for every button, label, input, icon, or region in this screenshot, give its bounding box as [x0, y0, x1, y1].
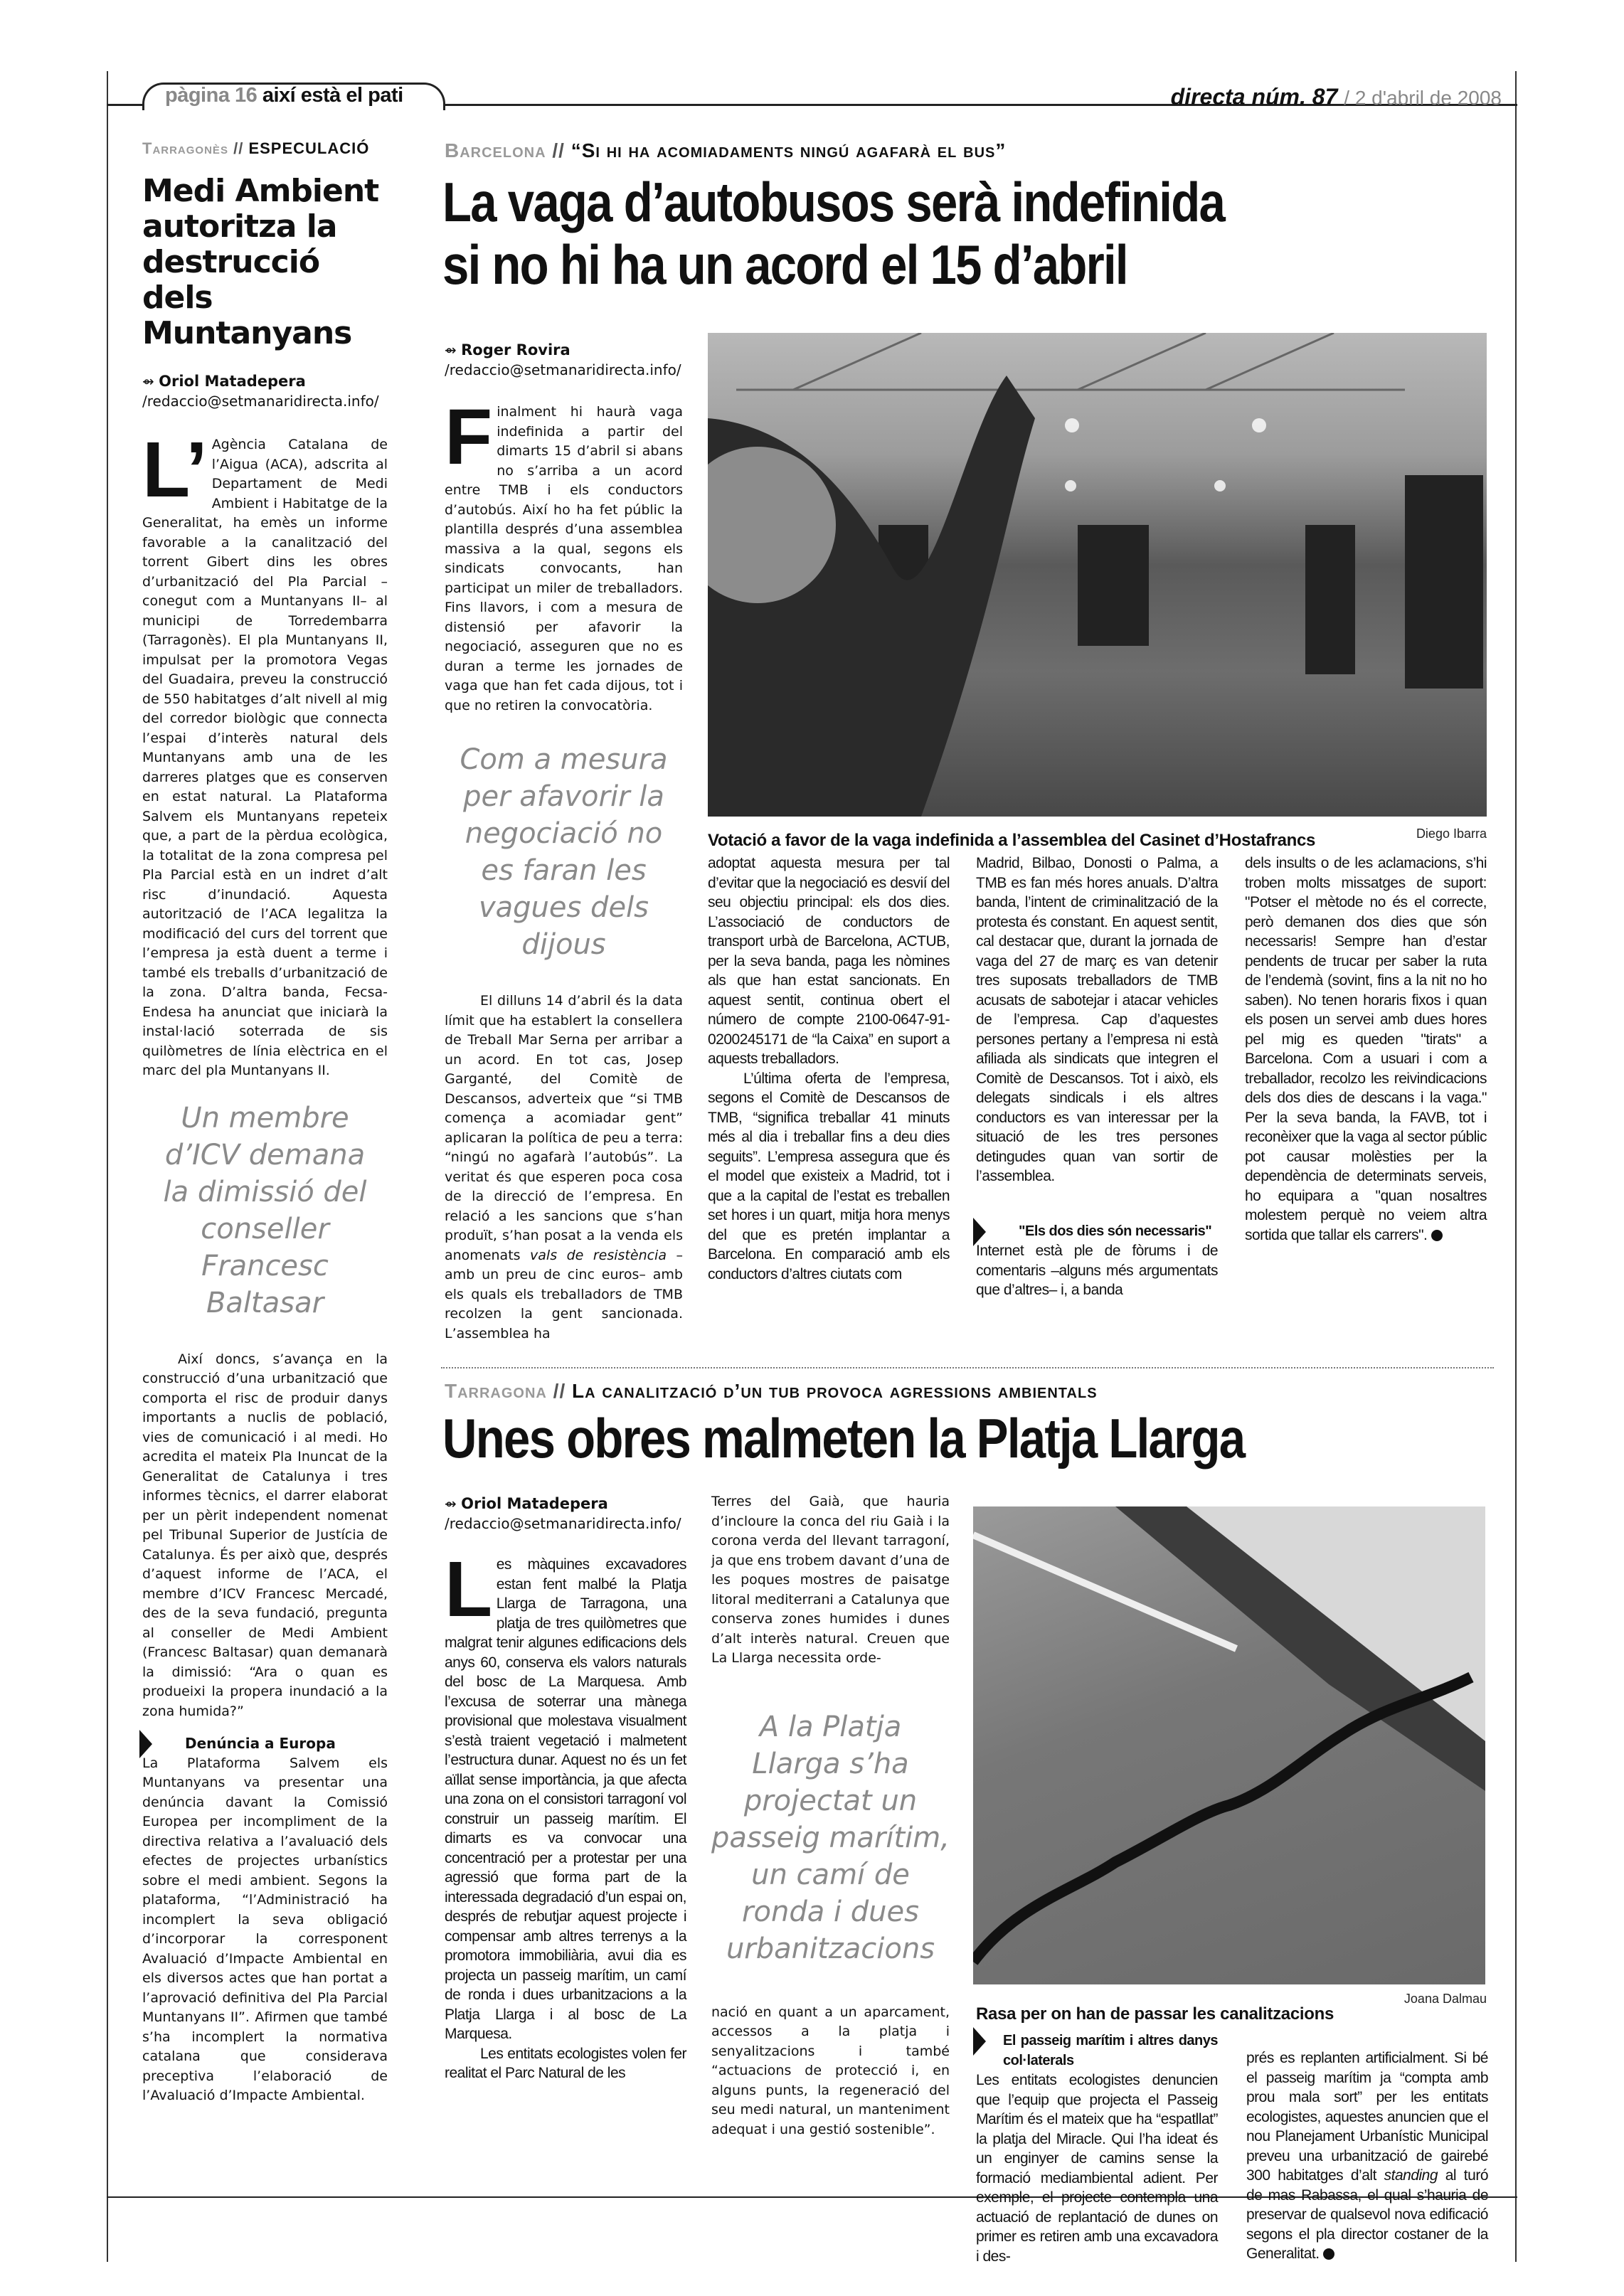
drop-cap: L’ [142, 426, 208, 514]
article-separator [441, 1367, 1494, 1368]
main-email[interactable]: /redaccio@setmanaridirecta.info/ [445, 361, 681, 378]
section-name: així està el pati [262, 84, 403, 107]
bottom-email[interactable]: /redaccio@setmanaridirecta.info/ [445, 1515, 681, 1532]
main-col2: adoptat aquesta mesura per tal d’evitar que la negociació es desvií del seu objectiu principal: els dos dies. L’associació de conductors de transport urbà de Barcelona, ACTUB, per la seva banda, paga les nòmines als que han estat sancionats. En aquest sentit, continua obert el número de compte 2100-0647-91-0200245171 de “la Caixa” en suport a aquests treballadors. L’última oferta de l’empresa, segons el Comitè de Descansos de TMB, “significa treballar 41 minuts més al dia i treballar fins a deu dies seguits”. L’empresa assegura que és el model que existeix a Madrid, tot i que a la capital de l’estat es treballen set hores i un quart, mitja hora menys del que es pretén implantar a Barcelona. En comparació amb els conductors d’altres ciutats com [708, 855, 950, 1282]
bottom-kicker: Tarragona // La canalització d’un tub provoca agressions ambientals [445, 1380, 1098, 1402]
bottom-photo [973, 1506, 1485, 1984]
page-header-left [165, 84, 403, 107]
main-headline: La vaga d’autobusos serà indefinida si no hi ha un acord el 15 d’abril [442, 171, 1225, 296]
side-subhead: Denúncia a Europa [142, 1734, 388, 1754]
bottom-pull-quote: A la Platja Llarga s’ha projectat un passeig marítim, un camí de ronda i dues urbanitzacions [711, 1710, 950, 1965]
side-byline [142, 371, 388, 411]
bottom-col4: prés es replanten artificialment. Si bé el passeig marítim ja “compta amb prou mala sort” per les entitats ecologistes, aquestes anuncien que el nou Planejament Urbanístic Municipal preveu una urbanització de gairebé 300 habitatges d’alt standing al turó de mas Rabassa, el qual s’hauria de preservar de qualsevol nova edificació segons el pla director costaner de la Generalitat. [1246, 2050, 1488, 2262]
arrow-icon [973, 2027, 986, 2056]
pen-icon: ⇴ [445, 341, 457, 358]
side-author: Oriol Matadepera [159, 373, 306, 390]
main-col1: Finalment hi haurà vaga indefinida a partir del dimarts 15 d’abril si abans no s’arriba a un acord entre TMB i els conductors d’autobús. Així ho ha fet públic la plantilla després d’una assemblea massiva a la qual, segons els sindicats convocants, han participat un miler de treballadors. Fins llavors, i com a mesura de distensió per afavorir la negociació, asseguren que no es duran a terme les jornades de vaga que han fet cada dijous, tot i que no retiren la convocatòria. Com a mesura per afavorir la negociació no es faran les vagues dels dijous El dilluns 14 d’abril és la data límit que ha establert la consellera de Treball Mar Serna per arribar a un acord. En tot cas, Josep Garganté, del Comitè de Descansos, adverteix que “si TMB comença a acomiadar gent” aplicaran la política de peu a terra: “ningú no agafarà l’autobús”. La veritat és que esperen poca cosa de la direcció de l’empresa. En relació a les sancions que s’han produït, s’han posat a la venda els anomenats vals de resistència –amb un preu de cinc euros– amb els quals els treballadors de TMB recolzen la gent sancionada. L’assemblea ha [445, 393, 683, 1341]
drop-cap: F [445, 393, 493, 481]
issue-date: / 2 d'abril de 2008 [1344, 87, 1502, 109]
main-col3: Madrid, Bilbao, Donosti o Palma, a TMB es fan més hores anuals. D’altra banda, l’intent de criminalització de la protesta és constant. En aquest sentit, cal destacar que, durant la jornada de vaga del 27 de març es van detenir tres suposats treballadors de TMB acusats de sabotejar i atacar vehicles de l’empresa. Cap d’aquestes persones pertany a l’empresa ni està afiliada als sindicats que integren el Comitè de Descansos. Tot i això, els delegats sindicals i els altres conductors es van interessar per la situació de les tres persones detingudes quan van sortir de l’assemblea. "Els dos dies són necessaris" Internet està ple de fòrums i de comentaris –alguns més argumentats que d’altres– i, a banda [976, 854, 1218, 1300]
crowd-photo-illustration [708, 333, 1487, 817]
page-header-right [1171, 84, 1502, 110]
bottom-col2: Terres del Gaià, que hauria d’incloure la conca del riu Gaià i la corona verda del llevant tarragoní, ja que ens trobem davant d’una de les poques mostres de paisatge litoral mediterrani a Catalunya que conserva zones humides i dunes d’alt interès natural. Creuen que La Llarga necessita orde- A la Platja Llarga s’ha projectat un passeig marítim, un camí de ronda i dues urbanitzacions nació en quant a un aparcament, accessos a la platja i senyalitzacions i també “actuacions de protecció i, en alguns punts, la regeneració del seu medi natural, un manteniment adequat i una gestió sostenible”. [711, 1494, 950, 2137]
bottom-photo-credit: Joana Dalmau [1403, 1992, 1487, 2006]
end-mark-icon [1323, 2248, 1334, 2260]
arrow-icon [973, 1218, 986, 1246]
end-mark-icon [1431, 1230, 1443, 1241]
bottom-col3: El passeig marítim i altres danys col·laterals Les entitats ecologistes denuncien que l’equip que projecta el Passeig Marítim és el mateix que ha “espatllat” la platja del Miracle. Qui l’ha ideat és un enginyer de camins sense la formació mediambiental adient. Per exemple, el projecte contempla una actuació de replantació de dunes on primer es retiren amb una excavadora i des- [976, 2031, 1218, 2266]
bottom-col1: Les màquines excavadores estan fent malbé la Platja Llarga de Tarragona, una platja de tres quilòmetres que malgrat tenir algunes edificacions dels anys 60, conserva els valors naturals del bosc de La Marquesa. Amb l’excusa de soterrar una mànega provisional que molestava visualment s’està traient vegetació i malmetent l’estructura dunar. Aquest no és un fet aïllat sense importància, ja que afecta una zona on el consistori tarragoní vol construir un passeig marítim. El dimarts es va convocar una concentració per a protestar per una agressió que forma part de la interessada degradació d’un espai on, després de rebutjar aquest projecte i compensar amb altres terrenys a la promotora immobiliària, avui dia es projecta un passeig marítim, un camí de ronda i dues urbanitzacions a la Platja Llarga i al bosc de La Marquesa. Les entitats ecologistes volen fer realitat el Parc Natural de les [445, 1546, 686, 2081]
side-kicker: Tarragonès // ESPECULACIÓ [142, 139, 370, 157]
left-margin-rule [107, 71, 108, 2262]
pen-icon: ⇴ [445, 1495, 457, 1512]
arrow-icon [139, 1730, 152, 1758]
main-photo [708, 333, 1487, 817]
right-margin-rule [1515, 71, 1517, 2262]
main-pull-quote: Com a mesura per afavorir la negociació no es faran les vagues dels dijous [460, 743, 668, 961]
main-photo-caption: Votació a favor de la vaga indefinida a l’assemblea del Casinet d’Hostafrancs [708, 831, 1316, 850]
main-col4: dels insults o de les aclamacions, s’hi troben molts missatges de suport: "Potser el mètode no és el correcte, però demanen dos dies que són necessaris! Sempre han d’estar pendents de trucar per saber la ruta de l’endemà (sovint, fins a la nit no ho saben). No tenen horaris fixos i quan els posen un servei amb dues hores pel mig es queden "tirats" a Barcelona. Com a usuari i com a treballador, recolzo les reivindicacions dels dos dies de descans i la vaga." Per la seva banda, la FAVB, tot i reconèixer que la vaga al sector públic pot causar molèsties per la dependència de determinats serveis, ho equipara a "quan nosaltres molestem perquè no veiem altra sortida que tallar els carrers". [1245, 855, 1487, 1243]
side-article [142, 139, 388, 2106]
page-number: pàgina 16 [165, 84, 258, 107]
side-pull-quote: Un membre d’ICV demana la dimissió del conseller Francesc Baltasar [163, 1101, 367, 1319]
side-body: L’ Agència Catalana de l’Aigua (ACA), adscrita al Departament de Medi Ambient i Habitatge de la Generalitat, ha emès un informe favorable a la canalització del torrent Gibert dins les obres d’urbanització del Pla Parcial –conegut com a Muntanyans II– al municipi de Torredembarra (Tarragonès). El pla Muntanyans II, impulsat per la promotora Vegas del Guadaira, preveu la construcció de 550 habitatges d’alt nivell al mig del corredor biològic que connecta l’espai d’interès natural dels Muntanyans amb una de les darreres platges que es conserven en estat natural. La Plataforma Salvem els Muntanyans repeteix que, a part de la pèrdua ecològica, la totalitat de la zona compresa pel Pla Parcial està en un indret d’alt risc d’inundació. Aquesta autorització de l’ACA legalitza la modificació del curs del torrent que l’empresa ja està duent a terme i també els treballs d’urbanització de la zona. D’altra banda, Fecsa-Endesa ha anunciat que iniciarà la instal·lació soterrada de sis quilòmetres de línia elèctrica en el marc del pla Muntanyans II. Un membre d’ICV demana la dimissió del conseller Francesc Baltasar Així doncs, s’avança en la construcció d’una urbanització que comporta el risc de produir danys importants a nuclis de població, vies de comunicació i al medi. Ho acredita el mateix Pla Inuncat de la Generalitat de Catalunya i tres informes tècnics, el darrer elaborat per un pèrit independent nomenat pel Tribunal Superior de Justícia de Catalunya. És per això que, després d’aquest informe de l’ACA, el membre d’ICV Francesc Mercadé, des de la seva fundació, pregunta al conseller de Medi Ambient (Francesc Baltasar) quan demanarà la dimissió: “Ara o quan es produeixi la propera inundació a la zona humida?” Denúncia a Europa La Plataforma Salvem els Muntanyans va presentar una denúncia davant la Comissió Europea per incompliment de la directiva relativa a l’avaluació dels efectes de projectes urbanístics sobre el medi ambient. Segons la plataforma, “l’Administració ha incomplert la seva obligació d’incorporar la corresponent Avaluació d’Impacte Ambiental en els diversos actes que han portat a l’aprovació definitiva del Pla Parcial Muntanyans II”. Afirmen que també s’ha incomplert la normativa catalana que considerava preceptiva l’elaboració de l’Avaluació d’Impacte Ambiental. [142, 435, 388, 2106]
publication-issue: directa núm. 87 [1170, 84, 1338, 110]
main-kicker: Barcelona // “Si hi ha acomiadaments ningú agafarà el bus” [445, 139, 1007, 161]
bottom-photo-caption: Rasa per on han de passar les canalitzacions [976, 2004, 1334, 2024]
bottom-headline: Unes obres malmeten la Platja Llarga [442, 1407, 1245, 1469]
side-headline: Medi Ambient autoritza la destrucció dels Muntanyans [142, 173, 379, 351]
main-byline: ⇴ Roger Rovira /redaccio@setmanaridirecta.info/ [445, 341, 681, 378]
main-photo-credit: Diego Ibarra [1416, 827, 1487, 841]
trench-photo-illustration [973, 1506, 1485, 1984]
bottom-subhead: El passeig marítim i altres danys col·laterals [976, 2031, 1218, 2071]
bottom-byline: ⇴ Oriol Matadepera /redaccio@setmanaridirecta.info/ [445, 1495, 681, 1532]
pen-icon: ⇴ [142, 373, 154, 390]
drop-cap: L [445, 1546, 492, 1633]
side-email[interactable]: /redaccio@setmanaridirecta.info/ [142, 393, 379, 410]
main-subhead: "Els dos dies són necessaris" [976, 1222, 1218, 1242]
